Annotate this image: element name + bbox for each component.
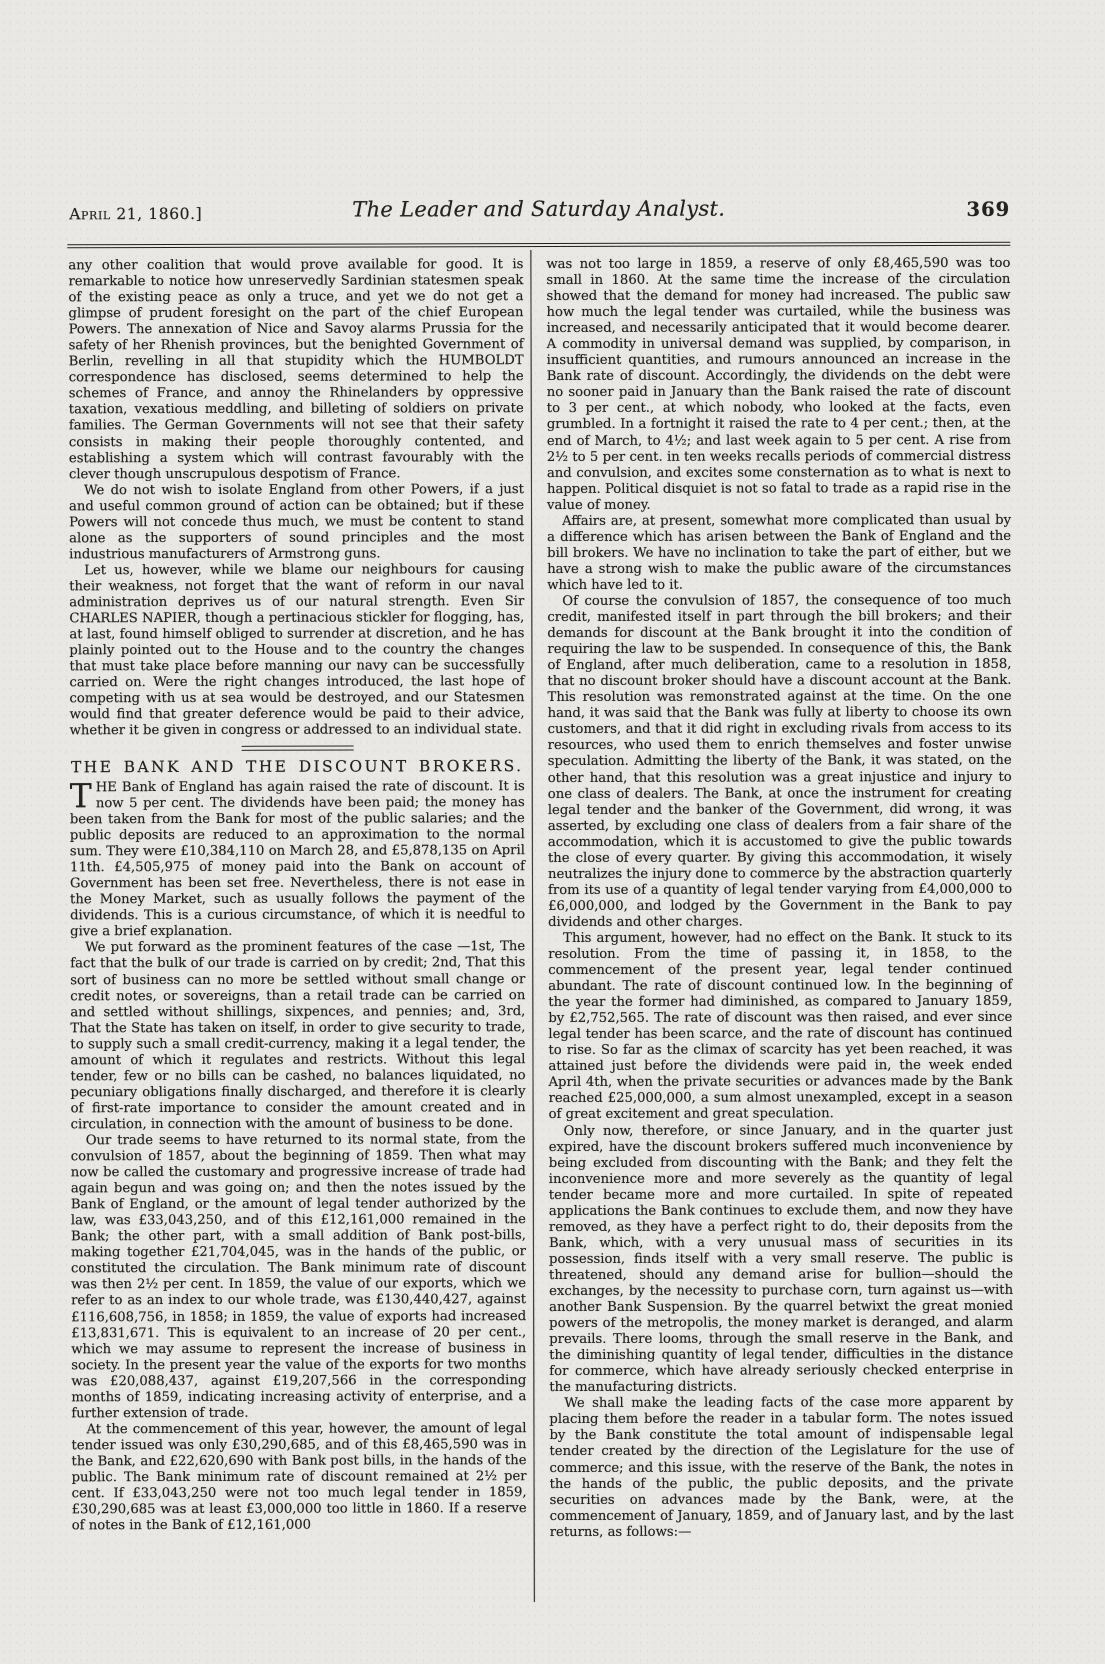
- paragraph: We put forward as the prominent features of the case —1st, The fact that the bulk of our trade is carried on by credit; 2nd, That this sort of business can no more be settled without small change or credit notes, or sovereigns, than a retail trade can be carried on and settled without shillings, sixpences, and pennies; and, 3rd, That the State has taken on itself, in order to give security to trade, to supply such a small credit-currency, making it a legal tender, the amount of which it regulates and restricts. Without this legal tender, few or no bills can be cashed, no balances liquidated, no pecuniary obligations finally discharged, and therefore it is clearly of first-rate importance to consider the amount created and in circulation, in connection with the amount of business to be done.: [70, 939, 526, 1133]
- page-number: 369: [966, 197, 1011, 221]
- left-column: [68, 257, 526, 1534]
- section-divider-rule: [241, 746, 353, 751]
- paragraph: We do not wish to isolate England from other Powers, if a just and useful common ground of action can be obtained; but if these Powers will not concede thus much, we must be content to stand alone as the supporters of sound principles and the most industrious manufacturers of Armstrong guns.: [68, 481, 525, 563]
- article-paragraphs: [70, 939, 527, 1534]
- continuation-paragraph: was not too large in 1859, a reserve of only £8,465,590 was too small in 1860. At the same time the increase of the circulation showed that the demand for money had increased. The public saw how much the legal tender was curtailed, while the business was increased, and necessarily anticipated that it would become dearer. A commodity in universal demand was supplied, by comparison, in insufficient quantities, and rumours announced an increase in the Bank rate of discount. Accordingly, the dividends on the debt were no sooner paid in January than the Bank raised the rate of discount to 3 per cent., at which nobody, who looked at the facts, even grumbled. In a fortnight it raised the rate to 4 per cent.; then, at the end of March, to 4½; and last week again to 5 per cent. A rise from 2½ to 5 per cent. in ten weeks recalls periods of commercial distress and convulsion, and excites some consternation as to what is next to happen. Political disquiet is not so fatal to trade as a rapid rise in the value of money.: [546, 255, 1011, 513]
- right-column: [546, 256, 1013, 1541]
- issue-date: April 21, 1860.]: [69, 204, 203, 224]
- paragraph: We shall make the leading facts of the case more apparent by placing them before the reader in a tabular form. The notes issued by the Bank constitute the total amount of indispensable legal tender created by the direction of the Legislature for the use of commerce; and this issue, with the reserve of the Bank, the notes in the hands of the public, the public deposits, and the private securities on advances made by the Bank, were, at the commencement of January, 1859, and of January last, and by the last returns, as follows:—: [549, 1395, 1014, 1540]
- drop-cap: T: [69, 776, 92, 816]
- article-paragraphs: [547, 513, 1014, 1541]
- page-header: [0, 0, 1104, 224]
- opening-paragraph-text: HE Bank of England has again raised the rate of discount. It is now 5 per cent. The dividends have been paid; the money has been taken from the Bank for most of the public salaries; and the public deposits are reduced to an approximation to the normal sum. They were £10,384,110 on March 28, and £5,878,135 on April 11th. £4,505,975 of money paid into the Bank on account of Government has been set free. Nevertheless, there is not ease in the Money Market, such as usually follows the payment of the dividends. This is a curious circumstance, of which it is needful to give a brief explanation.: [69, 779, 526, 940]
- publication-title: The Leader and Saturday Analyst.: [352, 196, 726, 222]
- paragraph: This argument, however, had no effect on the Bank. It stuck to its resolution. From the time of passing it, in 1858, to the commencement of the present year, legal tender continued abundant. The rate of discount continued low. In the beginning of the year the former had diminished, as compared to January 1859, by £2,752,565. The rate of discount was then raised, and ever since legal tender has been scarce, and the rate of discount has continued to rise. So far as the climax of scarcity has yet been reached, it was attained just before the dividends were paid in, the week ended April 4th, when the private securities or advances made by the Bank reached £25,000,000, a sum almost unexampled, except in a season of great excitement and great speculation.: [548, 929, 1013, 1123]
- paragraph: Let us, however, while we blame our neighbours for causing their weakness, not forget that the want of reform in our naval administration deprives us of our natural strength. Even Sir CHARLES NAPIER, though a pertinacious stickler for flogging, has, at last, found himself obliged to surrender at discretion, and he has plainly pointed out to the House and to the country the changes that must take place before manning our navy can be successfully carried on. Were the right changes introduced, the last hope of competing with us at sea would be destroyed, and our Statesmen would find that greater deference would be paid to their advice, whether it be given in congress or addressed to an individual state.: [69, 561, 525, 739]
- article-heading: THE BANK AND THE DISCOUNT BROKERS.: [70, 756, 524, 777]
- paragraph: Affairs are, at present, somewhat more complicated than usual by a difference which has arisen between the Bank of England and the bill brokers. We have no inclination to take the part of either, but we have a strong wish to make the public aware of the circumstances which have led to it.: [547, 512, 1012, 593]
- continuation-paragraph: any other coalition that would prove available for good. It is remarkable to notice how unreservedly Sardinian statesmen speak of the existing peace as only a truce, and yet we do not get a glimpse of prudent foresight on the part of the chief European Powers. The annexation of Nice and Savoy alarms Prussia for the safety of her Rhenish provinces, but the benighted Government of Berlin, revelling in all that stupidity which the HUMBOLDT correspondence has disclosed, seems determined to help the schemes of France, and annoy the Rhinelanders by oppressive taxation, vexatious meddling, and billeting of soldiers on private families. The German Governments will not see that their safety consists in making their people thoroughly contented, and establishing a system which will contrast favourably with the clever though unscrupulous despotism of France.: [68, 257, 524, 482]
- paragraph: Only now, therefore, or since January, and in the quarter just expired, have the discount brokers suffered much inconvenience by being excluded from discounting with the Bank; and they felt the inconvenience more and more severely as the quantity of legal tender became more and more curtailed. In spite of repeated applications the Bank continues to exclude them, and now they have removed, as they have a perfect right to do, their deposits from the Bank, which, with a very unusual mass of securities in its possession, finds itself with a very small reserve. The public is threatened, should any demand arise for bullion—should the exchanges, by the necessity to purchase corn, turn against us—with another Bank Suspension. By the quarrel betwixt the great monied powers of the metropolis, the money market is deranged, and alarm prevails. There looms, through the small reserve in the Bank, and the diminishing quantity of legal tender, difficulties in the distance for commerce, which have already seriously checked enterprise in the manufacturing districts.: [548, 1122, 1014, 1396]
- header-rule: [67, 242, 1010, 248]
- paragraph: At the commencement of this year, however, the amount of legal tender issued was only £30,290,685, and of this £8,465,590 was in the Bank, and £22,620,690 with Bank post bills, in the hands of the public. The Bank minimum rate of discount remained at 2½ per cent. If £33,043,250 were not too much legal tender in 1859, £30,290,685 was at least £3,000,000 too little in 1860. If a reserve of notes in the Bank of £12,161,000: [71, 1420, 527, 1534]
- column-divider-rule: [530, 250, 535, 1602]
- article-opening-paragraph: [69, 776, 526, 941]
- intro-paragraphs: [69, 482, 525, 740]
- paragraph: Of course the convulsion of 1857, the consequence of too much credit, manifested itself in part through the bill brokers; and their demands for discount at the Bank brought it into the condition of requiring the law to be suspended. In consequence of this, the Bank of England, after much deliberation, came to a resolution in 1858, that no discount broker should have a discount account at the Bank. This resolution was remonstrated against at the time. On the one hand, it was said that the Bank was fully at liberty to choose its own customers, and that it did right in excluding rivals from access to its resources, who used them to enrich themselves and foster unwise speculation. Admitting the liberty of the Bank, it was stated, on the other hand, that this resolution was a great injustice and injury to one class of dealers. The Bank, at once the instrument for creating legal tender and the banker of the Government, did wrong, it was asserted, by excluding one class of dealers from a fair share of the accommodation, which it is accustomed to give the public towards the close of every quarter. By giving this accommodation, it wisely neutralizes the injury done to commerce by the abstraction quarterly from its use of a quantity of legal tender varying from £4,000,000 to £6,000,000, and lodged by the Government in the Bank to pay dividends and other charges.: [547, 592, 1013, 930]
- paragraph: Our trade seems to have returned to its normal state, from the convulsion of 1857, about the beginning of 1859. Then what may now be called the customary and progressive increase of trade had again begun and was going on; and then the notes issued by the Bank of England, or the amount of legal tender authorized by the law, was £33,043,250, and of this £12,161,000 remained in the Bank; the other part, with a small addition of Bank post-bills, making together £21,704,045, was in the hands of the public, or constituted the circulation. The Bank minimum rate of discount was then 2½ per cent. In 1859, the value of our exports, which we refer to as an index to our whole trade, was £130,440,427, against £116,608,756, in 1858; in 1859, the value of exports had increased £13,831,671. This is equivalent to an increase of 20 per cent., which we may assume to represent the increase of business in society. In the present year the value of the exports for two months was £20,088,437, against £19,207,566 in the corresponding months of 1859, indicating increasing activity of enterprise, and a further extension of trade.: [70, 1132, 527, 1422]
